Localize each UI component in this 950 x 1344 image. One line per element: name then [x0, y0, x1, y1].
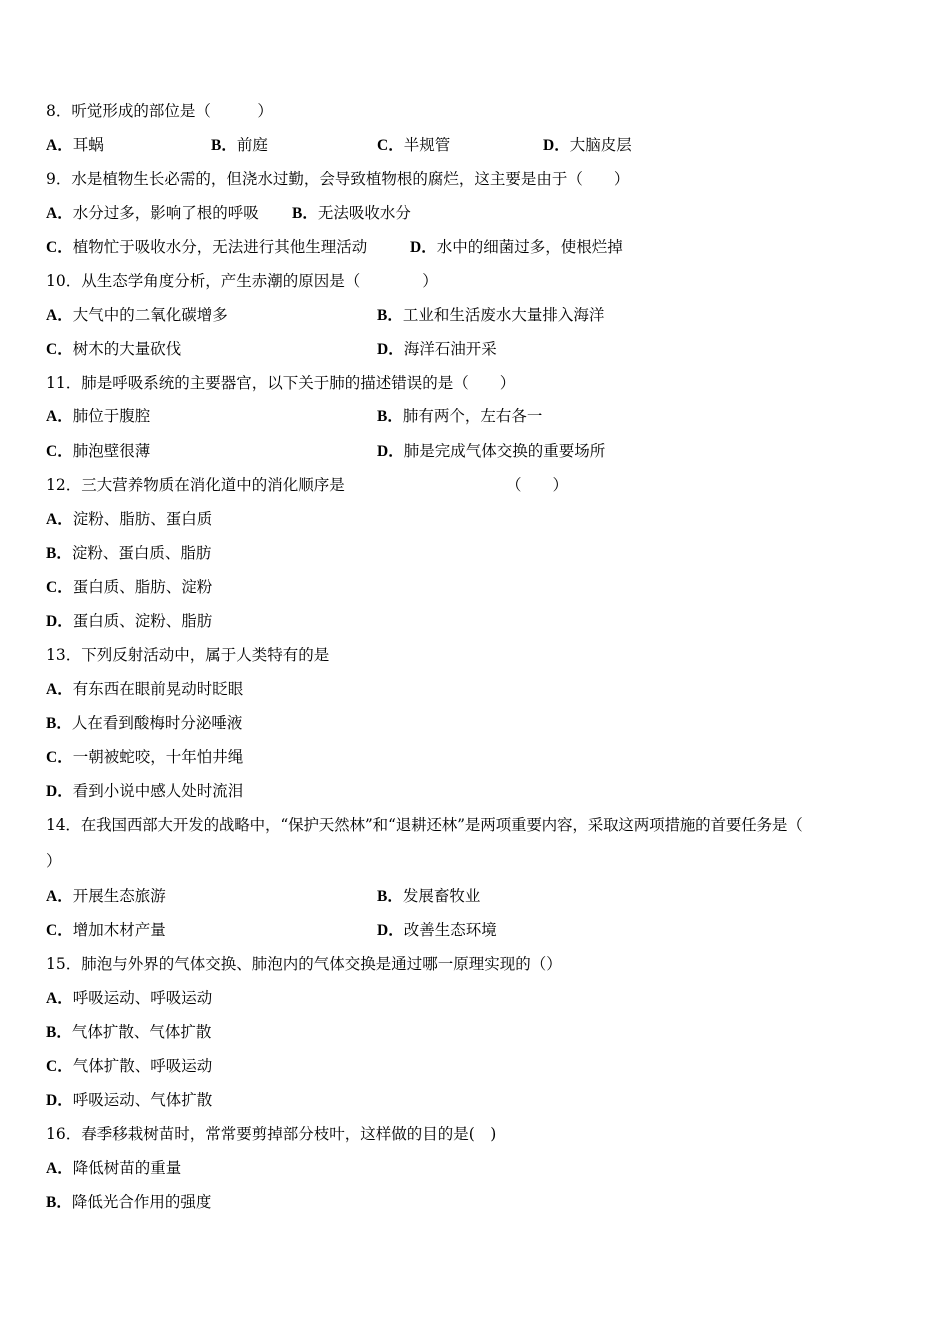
option-text: 大脑皮层 — [569, 136, 632, 154]
q10-option-a — [46, 305, 228, 326]
question-8-stem: 8．听觉形成的部位是（ ） — [46, 102, 273, 120]
option-text: 蛋白质、脂肪、淀粉 — [72, 578, 213, 596]
option-label: A． — [46, 681, 73, 698]
q12-option-d — [46, 611, 212, 632]
question-10-stem: 10．从生态学角度分析，产生赤潮的原因是（ ） — [46, 272, 438, 290]
q9-option-c — [46, 237, 367, 258]
option-text: 半规管 — [403, 136, 451, 154]
question-16-stem: 16．春季移栽树苗时，常常要剪掉部分枝叶，这样做的目的是( ) — [46, 1125, 497, 1143]
q15-option-b — [46, 1022, 211, 1043]
q12-option-b — [46, 543, 211, 564]
option-label: B． — [377, 888, 403, 905]
option-label: B． — [377, 408, 403, 425]
option-text: 蛋白质、淀粉、脂肪 — [72, 612, 213, 630]
q15-option-d — [46, 1090, 212, 1111]
option-label: D． — [377, 341, 404, 358]
question-11-stem: 11．肺是呼吸系统的主要器官，以下关于肺的描述错误的是（ ） — [46, 374, 516, 392]
option-label: C． — [46, 922, 73, 939]
option-text: 降低光合作用的强度 — [71, 1193, 212, 1211]
option-label: A． — [46, 888, 73, 905]
option-text: 增加木材产量 — [72, 921, 166, 939]
q9-option-a — [46, 203, 259, 224]
question-14-stem-continued: ） — [46, 852, 62, 870]
q14-option-c — [46, 920, 166, 941]
question-15-stem: 15．肺泡与外界的气体交换、肺泡内的气体交换是通过哪一原理实现的（） — [46, 955, 562, 973]
option-text: 呼吸运动、呼吸运动 — [72, 989, 213, 1007]
q9-option-d — [410, 237, 623, 258]
q12-option-c — [46, 577, 212, 598]
option-text: 前庭 — [236, 136, 268, 154]
option-text: 肺泡壁很薄 — [72, 442, 151, 460]
q10-option-b — [377, 305, 604, 326]
option-text: 树木的大量砍伐 — [72, 340, 182, 358]
option-text: 植物忙于吸收水分，无法进行其他生理活动 — [72, 238, 368, 256]
question-12-paren: （ ） — [506, 476, 569, 494]
option-label: B． — [292, 205, 318, 222]
q16-option-b — [46, 1192, 211, 1213]
option-text: 开展生态旅游 — [72, 887, 166, 905]
option-label: D． — [410, 239, 437, 256]
option-label: C． — [46, 749, 73, 766]
q8-option-c — [377, 135, 450, 156]
option-label: A． — [46, 1160, 73, 1177]
option-text: 气体扩散、呼吸运动 — [72, 1057, 213, 1075]
option-label: C． — [46, 579, 73, 596]
q10-option-d — [377, 339, 497, 360]
option-text: 大气中的二氧化碳增多 — [72, 306, 228, 324]
option-text: 降低树苗的重量 — [72, 1159, 182, 1177]
option-label: B． — [377, 307, 403, 324]
option-label: B． — [46, 1024, 72, 1041]
option-label: C． — [46, 341, 73, 358]
q13-option-b — [46, 713, 242, 734]
option-label: D． — [46, 1092, 73, 1109]
option-text: 淀粉、脂肪、蛋白质 — [72, 510, 213, 528]
q13-option-d — [46, 781, 243, 802]
option-label: C． — [377, 137, 404, 154]
option-label: D． — [46, 783, 73, 800]
question-12-stem: 12．三大营养物质在消化道中的消化顺序是 — [46, 476, 345, 494]
option-label: B． — [46, 545, 72, 562]
option-label: D． — [543, 137, 570, 154]
q14-option-b — [377, 886, 480, 907]
option-label: B． — [46, 1194, 72, 1211]
option-label: A． — [46, 408, 73, 425]
option-text: 肺有两个，左右各一 — [402, 407, 543, 425]
q11-option-c — [46, 441, 150, 462]
q13-option-a — [46, 679, 243, 700]
q15-option-c — [46, 1056, 212, 1077]
option-text: 水中的细菌过多，使根烂掉 — [436, 238, 623, 256]
option-text: 淀粉、蛋白质、脂肪 — [71, 544, 212, 562]
option-label: D． — [46, 613, 73, 630]
q8-option-b — [211, 135, 268, 156]
q9-option-b — [292, 203, 411, 224]
q10-option-c — [46, 339, 181, 360]
question-14-stem: 14．在我国西部大开发的战略中，“保护天然林”和“退耕还林”是两项重要内容，采取这两项措施的首要任务是（ — [46, 816, 803, 834]
option-text: 人在看到酸梅时分泌唾液 — [71, 714, 243, 732]
option-text: 改善生态环境 — [403, 921, 497, 939]
option-text: 肺位于腹腔 — [72, 407, 151, 425]
option-text: 水分过多，影响了根的呼吸 — [72, 204, 259, 222]
option-label: A． — [46, 990, 73, 1007]
option-text: 无法吸收水分 — [317, 204, 411, 222]
option-text: 呼吸运动、气体扩散 — [72, 1091, 213, 1109]
q15-option-a — [46, 988, 212, 1009]
option-text: 发展畜牧业 — [402, 887, 481, 905]
option-label: B． — [46, 715, 72, 732]
option-text: 看到小说中感人处时流泪 — [72, 782, 244, 800]
option-label: A． — [46, 511, 73, 528]
q16-option-a — [46, 1158, 181, 1179]
option-text: 肺是完成气体交换的重要场所 — [403, 442, 606, 460]
question-9-stem: 9．水是植物生长必需的，但浇水过勤，会导致植物根的腐烂，这主要是由于（ ） — [46, 170, 630, 188]
option-label: B． — [211, 137, 237, 154]
option-text: 工业和生活废水大量排入海洋 — [402, 306, 605, 324]
option-label: C． — [46, 1058, 73, 1075]
option-text: 气体扩散、气体扩散 — [71, 1023, 212, 1041]
option-label: A． — [46, 137, 73, 154]
option-label: C． — [46, 239, 73, 256]
option-text: 耳蜗 — [72, 136, 104, 154]
option-label: C． — [46, 443, 73, 460]
q14-option-d — [377, 920, 497, 941]
q11-option-a — [46, 406, 150, 427]
q11-option-b — [377, 406, 542, 427]
q8-option-a — [46, 135, 104, 156]
q13-option-c — [46, 747, 243, 768]
option-text: 一朝被蛇咬，十年怕井绳 — [72, 748, 244, 766]
option-label: A． — [46, 307, 73, 324]
q14-option-a — [46, 886, 166, 907]
option-text: 海洋石油开采 — [403, 340, 497, 358]
q12-option-a — [46, 509, 212, 530]
q11-option-d — [377, 441, 605, 462]
option-label: D． — [377, 443, 404, 460]
option-label: A． — [46, 205, 73, 222]
option-label: D． — [377, 922, 404, 939]
q8-option-d — [543, 135, 632, 156]
question-13-stem: 13．下列反射活动中，属于人类特有的是 — [46, 646, 330, 664]
option-text: 有东西在眼前晃动时眨眼 — [72, 680, 244, 698]
